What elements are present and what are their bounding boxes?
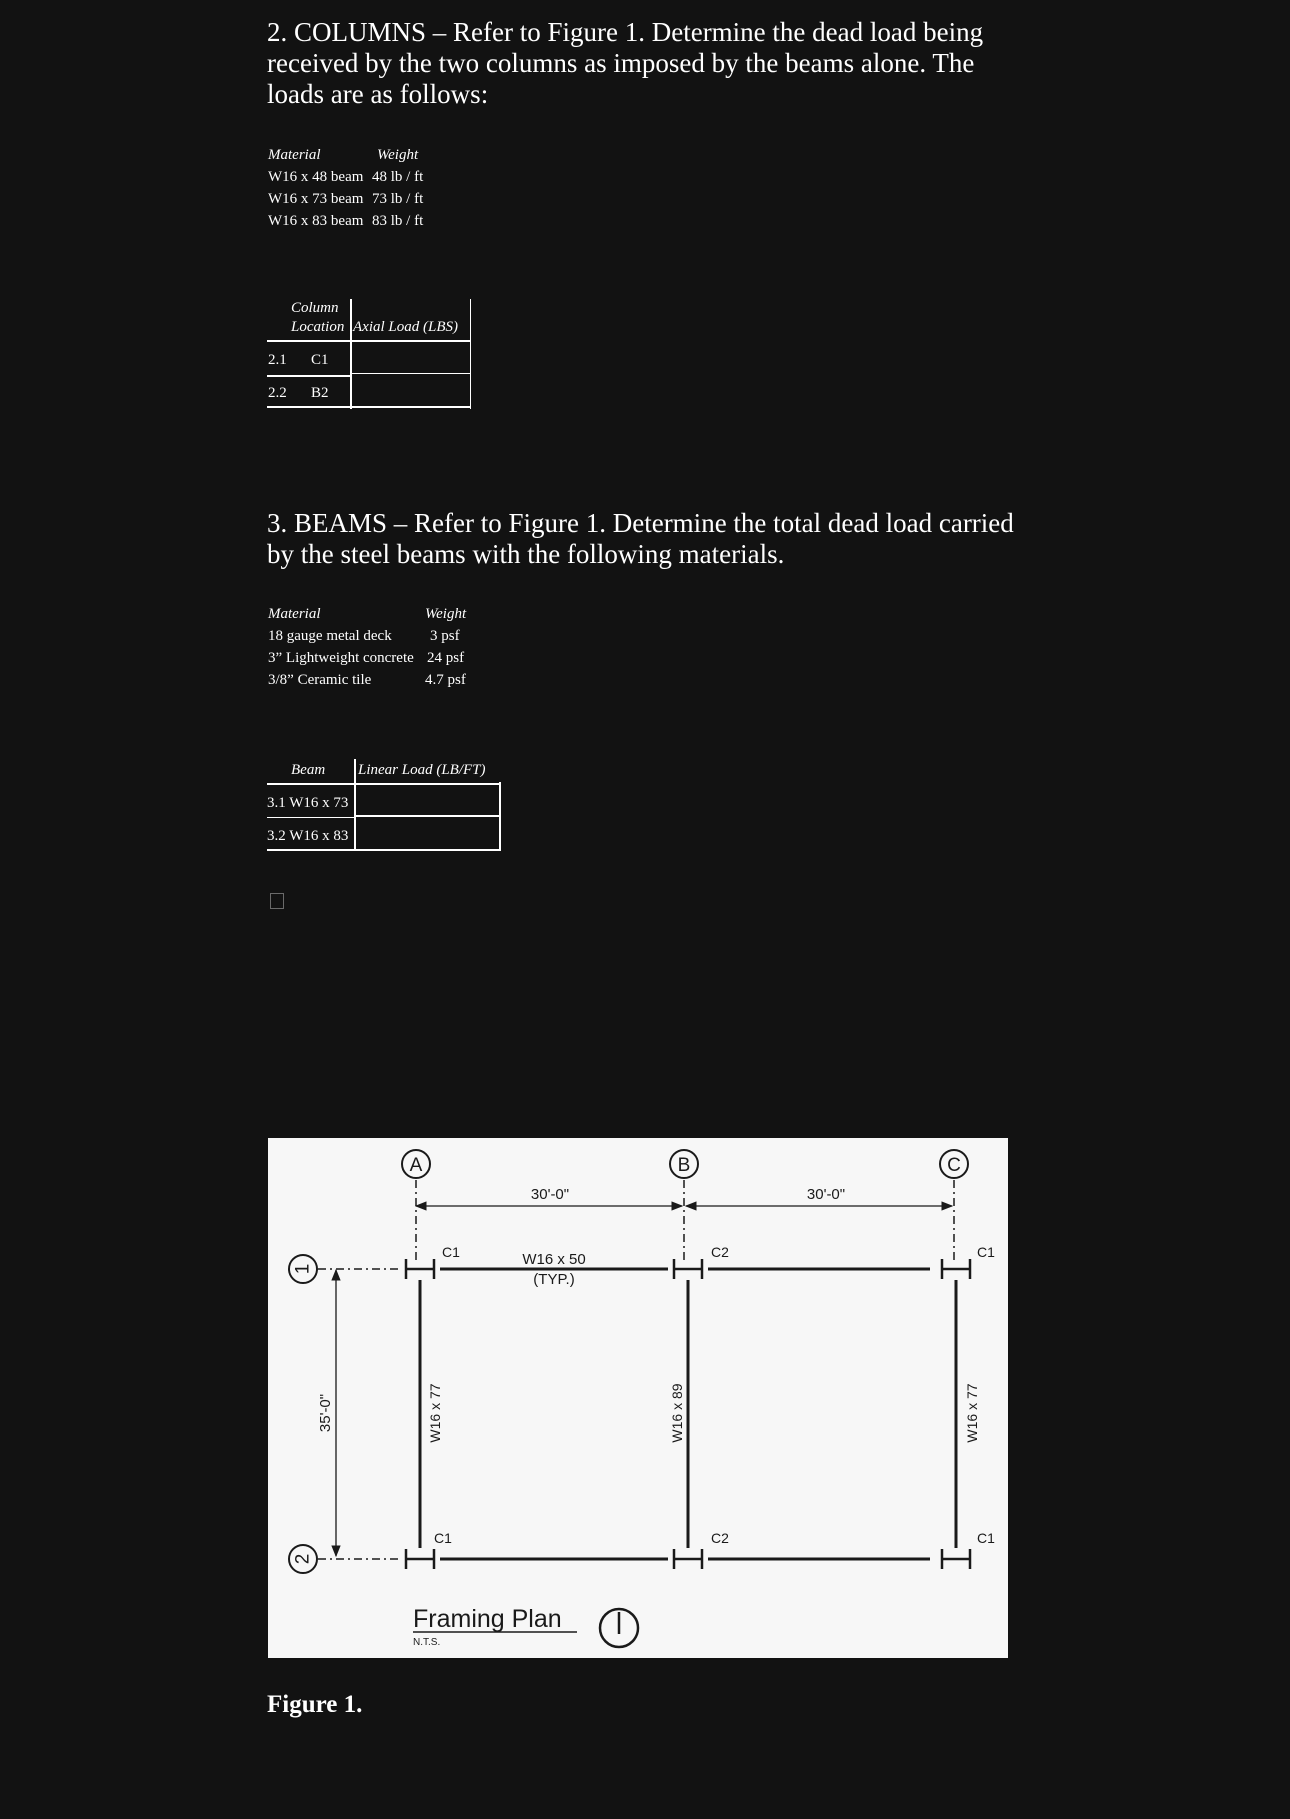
- material-name: 3” Lightweight concrete: [268, 650, 414, 666]
- table-divider: [267, 406, 471, 408]
- beam-header: Beam: [291, 762, 326, 778]
- column-header-line2: Location: [291, 319, 345, 335]
- svg-text:B: B: [677, 1155, 691, 1176]
- gridlines: [318, 1180, 954, 1559]
- material-name: 3/8” Ceramic tile: [268, 672, 372, 688]
- beam-size-label: W16 x 50: [522, 1251, 586, 1268]
- svg-text:C: C: [947, 1155, 961, 1176]
- column-header-line1: Column: [291, 300, 339, 316]
- material-weight: 73 lb / ft: [372, 191, 424, 207]
- weight-header: Weight: [377, 147, 419, 163]
- table-divider: [267, 849, 501, 851]
- svg-text:A: A: [409, 1155, 423, 1176]
- framing-plan-figure: [268, 1138, 1008, 1658]
- svg-text:1: 1: [292, 1263, 314, 1275]
- beam-row-label: 3.2 W16 x 83: [267, 828, 349, 844]
- section-2-materials-list: [267, 144, 467, 234]
- column-label-b1: C2: [711, 1244, 729, 1260]
- section-3-heading: 3. BEAMS – Refer to Figure 1. Determine the total dead load carried by the steel beams with the following materials.: [267, 508, 1014, 569]
- north-arrow-icon: [600, 1609, 638, 1647]
- material-name: 18 gauge metal deck: [268, 628, 392, 644]
- beam-row-label: 3.1 W16 x 73: [267, 795, 349, 811]
- table-divider: [267, 783, 501, 785]
- grid-bubble-a: [402, 1150, 430, 1178]
- table-divider: [267, 375, 351, 377]
- dimension-ab: 30'-0": [530, 1186, 570, 1203]
- svg-text:2: 2: [292, 1553, 314, 1565]
- grid-bubble-c: [940, 1150, 968, 1178]
- material-header: Material: [268, 606, 321, 622]
- beam-load-table: [267, 757, 507, 853]
- framing-plan-drawing: [268, 1138, 1008, 1658]
- column-label-c2: C1: [977, 1530, 995, 1546]
- plan-scale: N.T.S.: [413, 1637, 441, 1648]
- material-weight: 3 psf: [430, 628, 460, 644]
- weight-header: Weight: [425, 606, 467, 622]
- column-label-c1: C1: [977, 1244, 995, 1260]
- figure-caption: Figure 1.: [267, 1691, 363, 1718]
- grid-bubble-1: [289, 1255, 317, 1283]
- grid-bubble-2: [289, 1545, 317, 1573]
- table-divider: [350, 373, 471, 374]
- material-weight: 24 psf: [427, 650, 465, 666]
- girder-label-a: W16 x 77: [427, 1383, 443, 1443]
- girder-label-b: W16 x 89: [669, 1383, 685, 1443]
- dimension-bc: 30'-0": [806, 1186, 846, 1203]
- axial-load-header: Axial Load (LBS): [353, 319, 458, 335]
- table-divider: [470, 299, 471, 409]
- plan-title: Framing Plan: [413, 1605, 562, 1633]
- column-label-b2: C2: [711, 1530, 729, 1546]
- row-location: C1: [311, 352, 329, 368]
- beams-horizontal: [440, 1269, 930, 1559]
- table-divider: [267, 817, 355, 818]
- girders-vertical: [420, 1280, 956, 1548]
- material-name: W16 x 73 beam: [268, 191, 364, 207]
- girder-label-c: W16 x 77: [964, 1383, 980, 1443]
- checkbox[interactable]: [270, 893, 284, 909]
- grid-bubble-b: [670, 1150, 698, 1178]
- row-number: 2.2: [268, 385, 287, 401]
- material-weight: 4.7 psf: [425, 672, 466, 688]
- table-divider: [350, 299, 352, 409]
- dimension-12: 35'-0": [317, 1393, 334, 1433]
- row-location: B2: [311, 385, 329, 401]
- material-name: W16 x 48 beam: [268, 169, 364, 185]
- material-name: W16 x 83 beam: [268, 213, 364, 229]
- material-weight: 83 lb / ft: [372, 213, 424, 229]
- material-header: Material: [268, 147, 321, 163]
- table-divider: [355, 759, 356, 784]
- column-label-a2: C1: [434, 1530, 452, 1546]
- row-number: 2.1: [268, 352, 287, 368]
- table-divider: [267, 340, 471, 342]
- section-3-materials-list: [267, 603, 507, 693]
- material-weight: 48 lb / ft: [372, 169, 424, 185]
- dimension-vertical: [317, 1270, 336, 1556]
- linear-load-header: Linear Load (LB/FT): [358, 762, 486, 778]
- column-load-table: [267, 296, 477, 411]
- section-2-heading: 2. COLUMNS – Refer to Figure 1. Determine the dead load being received by the two columns as imposed by the beams alone. The loads are as follows:: [267, 17, 984, 109]
- table-divider: [355, 815, 501, 817]
- column-label-a1: C1: [442, 1244, 460, 1260]
- beam-typ-label: (TYP.): [533, 1271, 575, 1288]
